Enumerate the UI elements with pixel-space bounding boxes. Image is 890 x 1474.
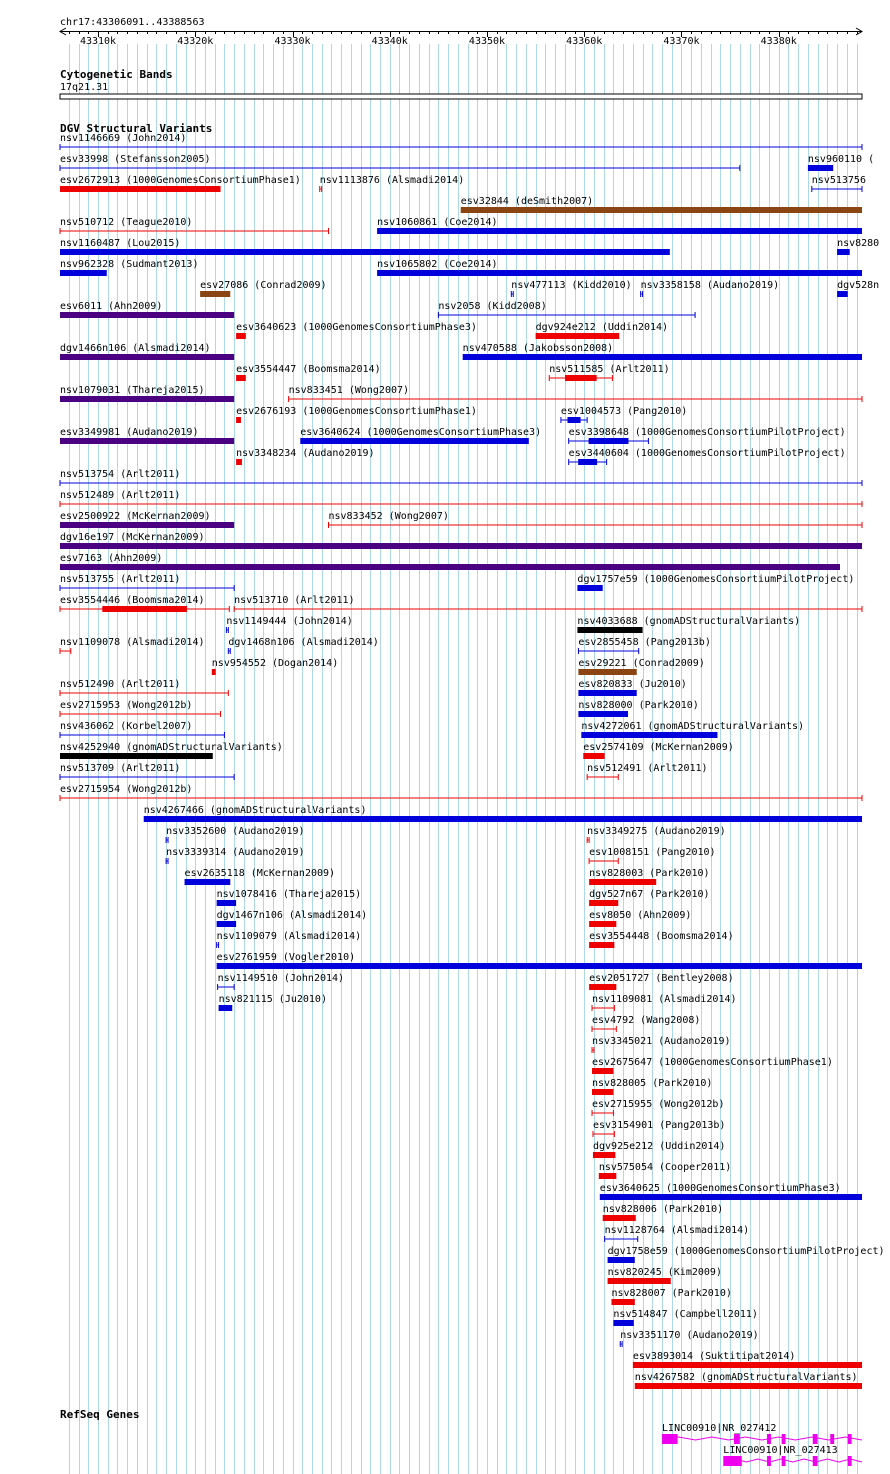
variant-label: esv3893014 (Suktitipat2014) xyxy=(632,1351,796,1362)
dgv-track xyxy=(60,122,885,1389)
variant-label: nsv477113 (Kidd2010) xyxy=(511,280,632,291)
variant-label: nsv4252940 (gnomADStructuralVariants) xyxy=(60,742,283,753)
variant-bar xyxy=(463,354,862,360)
variant-label: nsv3351170 (Audano2019) xyxy=(620,1330,759,1341)
variant-bar xyxy=(578,690,636,696)
variant-bar xyxy=(611,1299,634,1305)
variant-label: nsv1149444 (John2014) xyxy=(226,616,353,627)
variant-label: esv29221 (Conrad2009) xyxy=(578,658,705,669)
variant-label: dgv1467n106 (Alsmadi2014) xyxy=(216,910,368,921)
variant-label: esv32844 (deSmith2007) xyxy=(460,196,594,207)
variant-label: nsv512490 (Arlt2011) xyxy=(60,679,181,690)
variant-bar xyxy=(219,1005,233,1011)
variant-label: nsv1079031 (Thareja2015) xyxy=(60,385,205,396)
gene-exon xyxy=(662,1434,678,1444)
variant-bar xyxy=(236,333,246,339)
gene-intron xyxy=(723,1459,862,1462)
variant-label: nsv1146669 (John2014) xyxy=(60,133,187,144)
variant-label: esv1004573 (Pang2010) xyxy=(560,406,688,417)
variant-label: esv3398648 (1000GenomesConsortiumPilotProject) xyxy=(568,427,846,438)
variant-bar xyxy=(144,816,862,822)
gene-label: LINC00910|NR_027412 xyxy=(662,1423,777,1434)
variant-label: esv2761959 (Vogler2010) xyxy=(216,952,356,963)
variant-label: nsv512489 (Arlt2011) xyxy=(60,490,181,501)
variant-bar xyxy=(461,207,862,213)
variant-bar xyxy=(217,963,862,969)
variant-label: esv3154901 (Pang2013b) xyxy=(592,1120,726,1131)
variant-bar xyxy=(599,1173,617,1179)
variant-label: nsv1065802 (Coe2014) xyxy=(377,259,498,270)
region-label: chr17:43306091..43388563 xyxy=(60,17,205,28)
variant-bar xyxy=(377,270,862,276)
variant-label: dgv924e212 (Uddin2014) xyxy=(535,322,669,333)
variant-label: nsv954552 (Dogan2014) xyxy=(211,658,339,669)
variant-label: nsv513754 (Arlt2011) xyxy=(60,469,181,480)
variant-label: esv3640625 (1000GenomesConsortiumPhase3) xyxy=(599,1183,841,1194)
variant-label: esv27086 (Conrad2009) xyxy=(200,280,327,291)
variant-bar xyxy=(60,564,840,570)
variant-bar xyxy=(236,375,246,381)
variant-label: nsv436062 (Korbel2007) xyxy=(60,721,193,732)
variant-label: esv2500922 (McKernan2009) xyxy=(60,511,211,522)
variant-label: dgv1757e59 (1000GenomesConsortiumPilotProject) xyxy=(577,574,855,585)
variant-bar xyxy=(300,438,529,444)
variant-label: esv3640623 (1000GenomesConsortiumPhase3) xyxy=(236,322,477,333)
variant-label: esv33998 (Stefansson2005) xyxy=(60,154,211,165)
variant-label: nsv828000 (Park2010) xyxy=(578,700,699,711)
variant-label: esv2715954 (Wong2012b) xyxy=(60,784,193,795)
variant-label: nsv513756 xyxy=(811,175,866,186)
ruler-tick-label: 43330k xyxy=(274,36,311,47)
variant-bar xyxy=(185,879,231,885)
variant-label: esv3554448 (Boomsma2014) xyxy=(589,931,734,942)
variant-label: nsv962328 (Sudmant2013) xyxy=(60,259,199,270)
variant-bar xyxy=(60,249,670,255)
variant-bar xyxy=(589,900,618,906)
variant-label: nsv3339314 (Audano2019) xyxy=(166,847,305,858)
variant-label: dgv528n xyxy=(837,280,880,291)
variant-bar xyxy=(837,291,848,297)
variant-label: nsv833451 (Wong2007) xyxy=(288,385,410,396)
variant-bar xyxy=(603,1215,636,1221)
variant-label: nsv4033688 (gnomADStructuralVariants) xyxy=(577,616,801,627)
variant-bar xyxy=(583,753,604,759)
variant-label: nsv1078416 (Thareja2015) xyxy=(216,889,362,900)
variant-label: esv3440604 (1000GenomesConsortiumPilotProject) xyxy=(568,448,846,459)
variant-label: nsv828007 (Park2010) xyxy=(611,1288,732,1299)
variant-bar xyxy=(217,900,236,906)
variant-label: nsv513710 (Arlt2011) xyxy=(234,595,355,606)
variant-label: nsv470588 (Jakobsson2008) xyxy=(462,343,614,354)
variant-bar xyxy=(60,396,234,402)
variant-bar xyxy=(60,186,221,192)
variant-label: nsv512491 (Arlt2011) xyxy=(587,763,708,774)
variant-label: esv2675647 (1000GenomesConsortiumPhase1) xyxy=(592,1057,833,1068)
variant-label: nsv511585 (Arlt2011) xyxy=(549,364,670,375)
variant-label: esv3554447 (Boomsma2014) xyxy=(236,364,381,375)
variant-core xyxy=(565,375,597,381)
gene-exon xyxy=(813,1434,818,1444)
ruler-tick-label: 43340k xyxy=(371,36,408,47)
variant-label: nsv960110 ( xyxy=(807,154,875,165)
variant-label: esv2855458 (Pang2013b) xyxy=(578,637,711,648)
variant-label: esv8050 (Ahn2009) xyxy=(589,910,692,921)
variant-bar xyxy=(581,732,717,738)
variant-label: nsv3358158 (Audano2019) xyxy=(640,280,780,291)
variant-label: nsv3349275 (Audano2019) xyxy=(587,826,726,837)
variant-bar xyxy=(60,522,234,528)
variant-bar xyxy=(60,270,107,276)
gene-exon xyxy=(830,1434,834,1444)
gene-exon xyxy=(813,1456,818,1466)
variant-label: esv1008151 (Pang2010) xyxy=(589,847,716,858)
cytoband-label: 17q21.31 xyxy=(60,82,109,93)
variant-label: dgv527n67 (Park2010) xyxy=(589,889,710,900)
variant-label: nsv2058 (Kidd2008) xyxy=(438,301,547,312)
variant-bar xyxy=(212,669,216,675)
variant-bar xyxy=(60,543,862,549)
variant-core xyxy=(567,417,580,423)
variant-bar xyxy=(808,165,833,171)
variant-label: nsv8280 xyxy=(837,238,880,249)
variant-bar xyxy=(578,669,636,675)
variant-label: dgv1468n106 (Alsmadi2014) xyxy=(228,637,379,648)
variant-bar xyxy=(577,585,602,591)
variant-label: esv3349981 (Audano2019) xyxy=(60,427,199,438)
variant-label: esv820833 (Ju2010) xyxy=(578,679,687,690)
variant-bar xyxy=(200,291,230,297)
cytobands-track-title: Cytogenetic Bands xyxy=(60,68,173,81)
gene-exon xyxy=(723,1456,741,1466)
ruler-tick-label: 43350k xyxy=(468,36,506,47)
variant-label: esv3640624 (1000GenomesConsortiumPhase3) xyxy=(300,427,542,438)
variant-label: esv2635118 (McKernan2009) xyxy=(184,868,336,879)
variant-bar xyxy=(589,921,616,927)
variant-bar xyxy=(60,753,213,759)
variant-label: nsv833452 (Wong2007) xyxy=(328,511,449,522)
variant-label: esv7163 (Ahn2009) xyxy=(60,553,163,564)
variant-bar xyxy=(578,711,628,717)
refseq-genes-track xyxy=(60,1408,862,1466)
variant-label: nsv4267466 (gnomADStructuralVariants) xyxy=(143,805,367,816)
variant-label: nsv4272061 (gnomADStructuralVariants) xyxy=(581,721,805,732)
refseq-track-title: RefSeq Genes xyxy=(60,1408,140,1421)
variant-label: esv2715953 (Wong2012b) xyxy=(60,700,193,711)
variant-label: dgv16e197 (McKernan2009) xyxy=(60,532,205,543)
variant-label: dgv1758e59 (1000GenomesConsortiumPilotProject) xyxy=(607,1246,885,1257)
variant-bar xyxy=(236,459,242,465)
variant-bar xyxy=(377,228,862,234)
variant-label: nsv820245 (Kim2009) xyxy=(607,1267,722,1278)
gene-exon xyxy=(782,1434,786,1444)
variant-core xyxy=(578,459,597,465)
variant-bar xyxy=(60,354,234,360)
variant-bar xyxy=(60,312,234,318)
variant-bar xyxy=(593,1152,615,1158)
variant-bar xyxy=(633,1362,862,1368)
variant-label: nsv1149510 (John2014) xyxy=(217,973,345,984)
ruler xyxy=(60,17,862,47)
variant-label: nsv1109079 (Alsmadi2014) xyxy=(216,931,362,942)
cytogenetic-bands-track xyxy=(60,68,862,99)
variant-bar xyxy=(592,1068,613,1074)
variant-label: nsv1109081 (Alsmadi2014) xyxy=(592,994,737,1005)
ruler-tick-label: 43380k xyxy=(760,36,797,47)
gene-exon xyxy=(767,1434,771,1444)
gene-exon xyxy=(848,1434,852,1444)
variant-bar xyxy=(589,942,614,948)
variant-label: nsv3345021 (Audano2019) xyxy=(592,1036,731,1047)
variant-bar xyxy=(608,1278,671,1284)
variant-label: nsv1113876 (Alsmadi2014) xyxy=(319,175,465,186)
ruler-tick-label: 43320k xyxy=(177,36,214,47)
variant-label: esv2715955 (Wong2012b) xyxy=(592,1099,725,1110)
variant-bar xyxy=(577,627,642,633)
variant-label: nsv513755 (Arlt2011) xyxy=(60,574,181,585)
gene-exon xyxy=(782,1456,786,1466)
variant-label: nsv828005 (Park2010) xyxy=(592,1078,713,1089)
variant-bar xyxy=(608,1257,635,1263)
gene-exon xyxy=(767,1456,771,1466)
variant-label: nsv1128764 (Alsmadi2014) xyxy=(604,1225,750,1236)
variant-label: nsv1109078 (Alsmadi2014) xyxy=(60,637,205,648)
variant-bar xyxy=(589,984,616,990)
variant-bar xyxy=(592,1089,613,1095)
variant-label: esv2672913 (1000GenomesConsortiumPhase1) xyxy=(60,175,301,186)
variant-label: esv3554446 (Boomsma2014) xyxy=(60,595,205,606)
variant-bar xyxy=(536,333,620,339)
variant-label: dgv925e212 (Uddin2014) xyxy=(592,1141,726,1152)
variant-label: esv4792 (Wang2008) xyxy=(592,1015,701,1026)
ruler-tick-label: 43310k xyxy=(79,36,117,47)
variant-label: nsv3348234 (Audano2019) xyxy=(236,448,375,459)
variant-label: nsv1160487 (Lou2015) xyxy=(60,238,181,249)
dgv-track-title: DGV Structural Variants xyxy=(60,122,213,135)
variant-bar xyxy=(236,417,241,423)
variant-label: esv2574109 (McKernan2009) xyxy=(583,742,734,753)
variant-bar xyxy=(60,438,234,444)
variant-label: nsv3352600 (Audano2019) xyxy=(166,826,305,837)
variant-bar xyxy=(837,249,850,255)
variant-label: nsv4267582 (gnomADStructuralVariants) xyxy=(634,1372,858,1383)
variant-bar xyxy=(217,921,236,927)
variant-bar xyxy=(635,1383,862,1389)
variant-bar xyxy=(589,879,656,885)
variant-label: nsv510712 (Teague2010) xyxy=(60,217,193,228)
ruler-tick-label: 43370k xyxy=(663,36,700,47)
variant-label: dgv1466n106 (Alsmadi2014) xyxy=(60,343,211,354)
variant-core xyxy=(589,438,629,444)
variant-label: esv6011 (Ahn2009) xyxy=(60,301,163,312)
variant-label: nsv828006 (Park2010) xyxy=(602,1204,724,1215)
cytoband-bar xyxy=(60,94,862,99)
gene-exon xyxy=(734,1434,740,1444)
variant-label: nsv513709 (Arlt2011) xyxy=(60,763,181,774)
variant-label: nsv828003 (Park2010) xyxy=(589,868,710,879)
variant-core xyxy=(102,606,187,612)
variant-label: esv2676193 (1000GenomesConsortiumPhase1) xyxy=(236,406,477,417)
variant-bar xyxy=(613,1320,633,1326)
ruler-tick-label: 43360k xyxy=(566,36,603,47)
gene-label: LINC00910|NR_027413 xyxy=(723,1445,838,1456)
variant-bar xyxy=(600,1194,862,1200)
variant-label: esv2051727 (Bentley2008) xyxy=(589,973,734,984)
variant-label: nsv514847 (Campbell2011) xyxy=(613,1309,758,1320)
variant-label: nsv1060861 (Coe2014) xyxy=(377,217,498,228)
variant-label: nsv575054 (Cooper2011) xyxy=(598,1162,732,1173)
variant-label: nsv821115 (Ju2010) xyxy=(218,994,327,1005)
gene-exon xyxy=(848,1456,852,1466)
